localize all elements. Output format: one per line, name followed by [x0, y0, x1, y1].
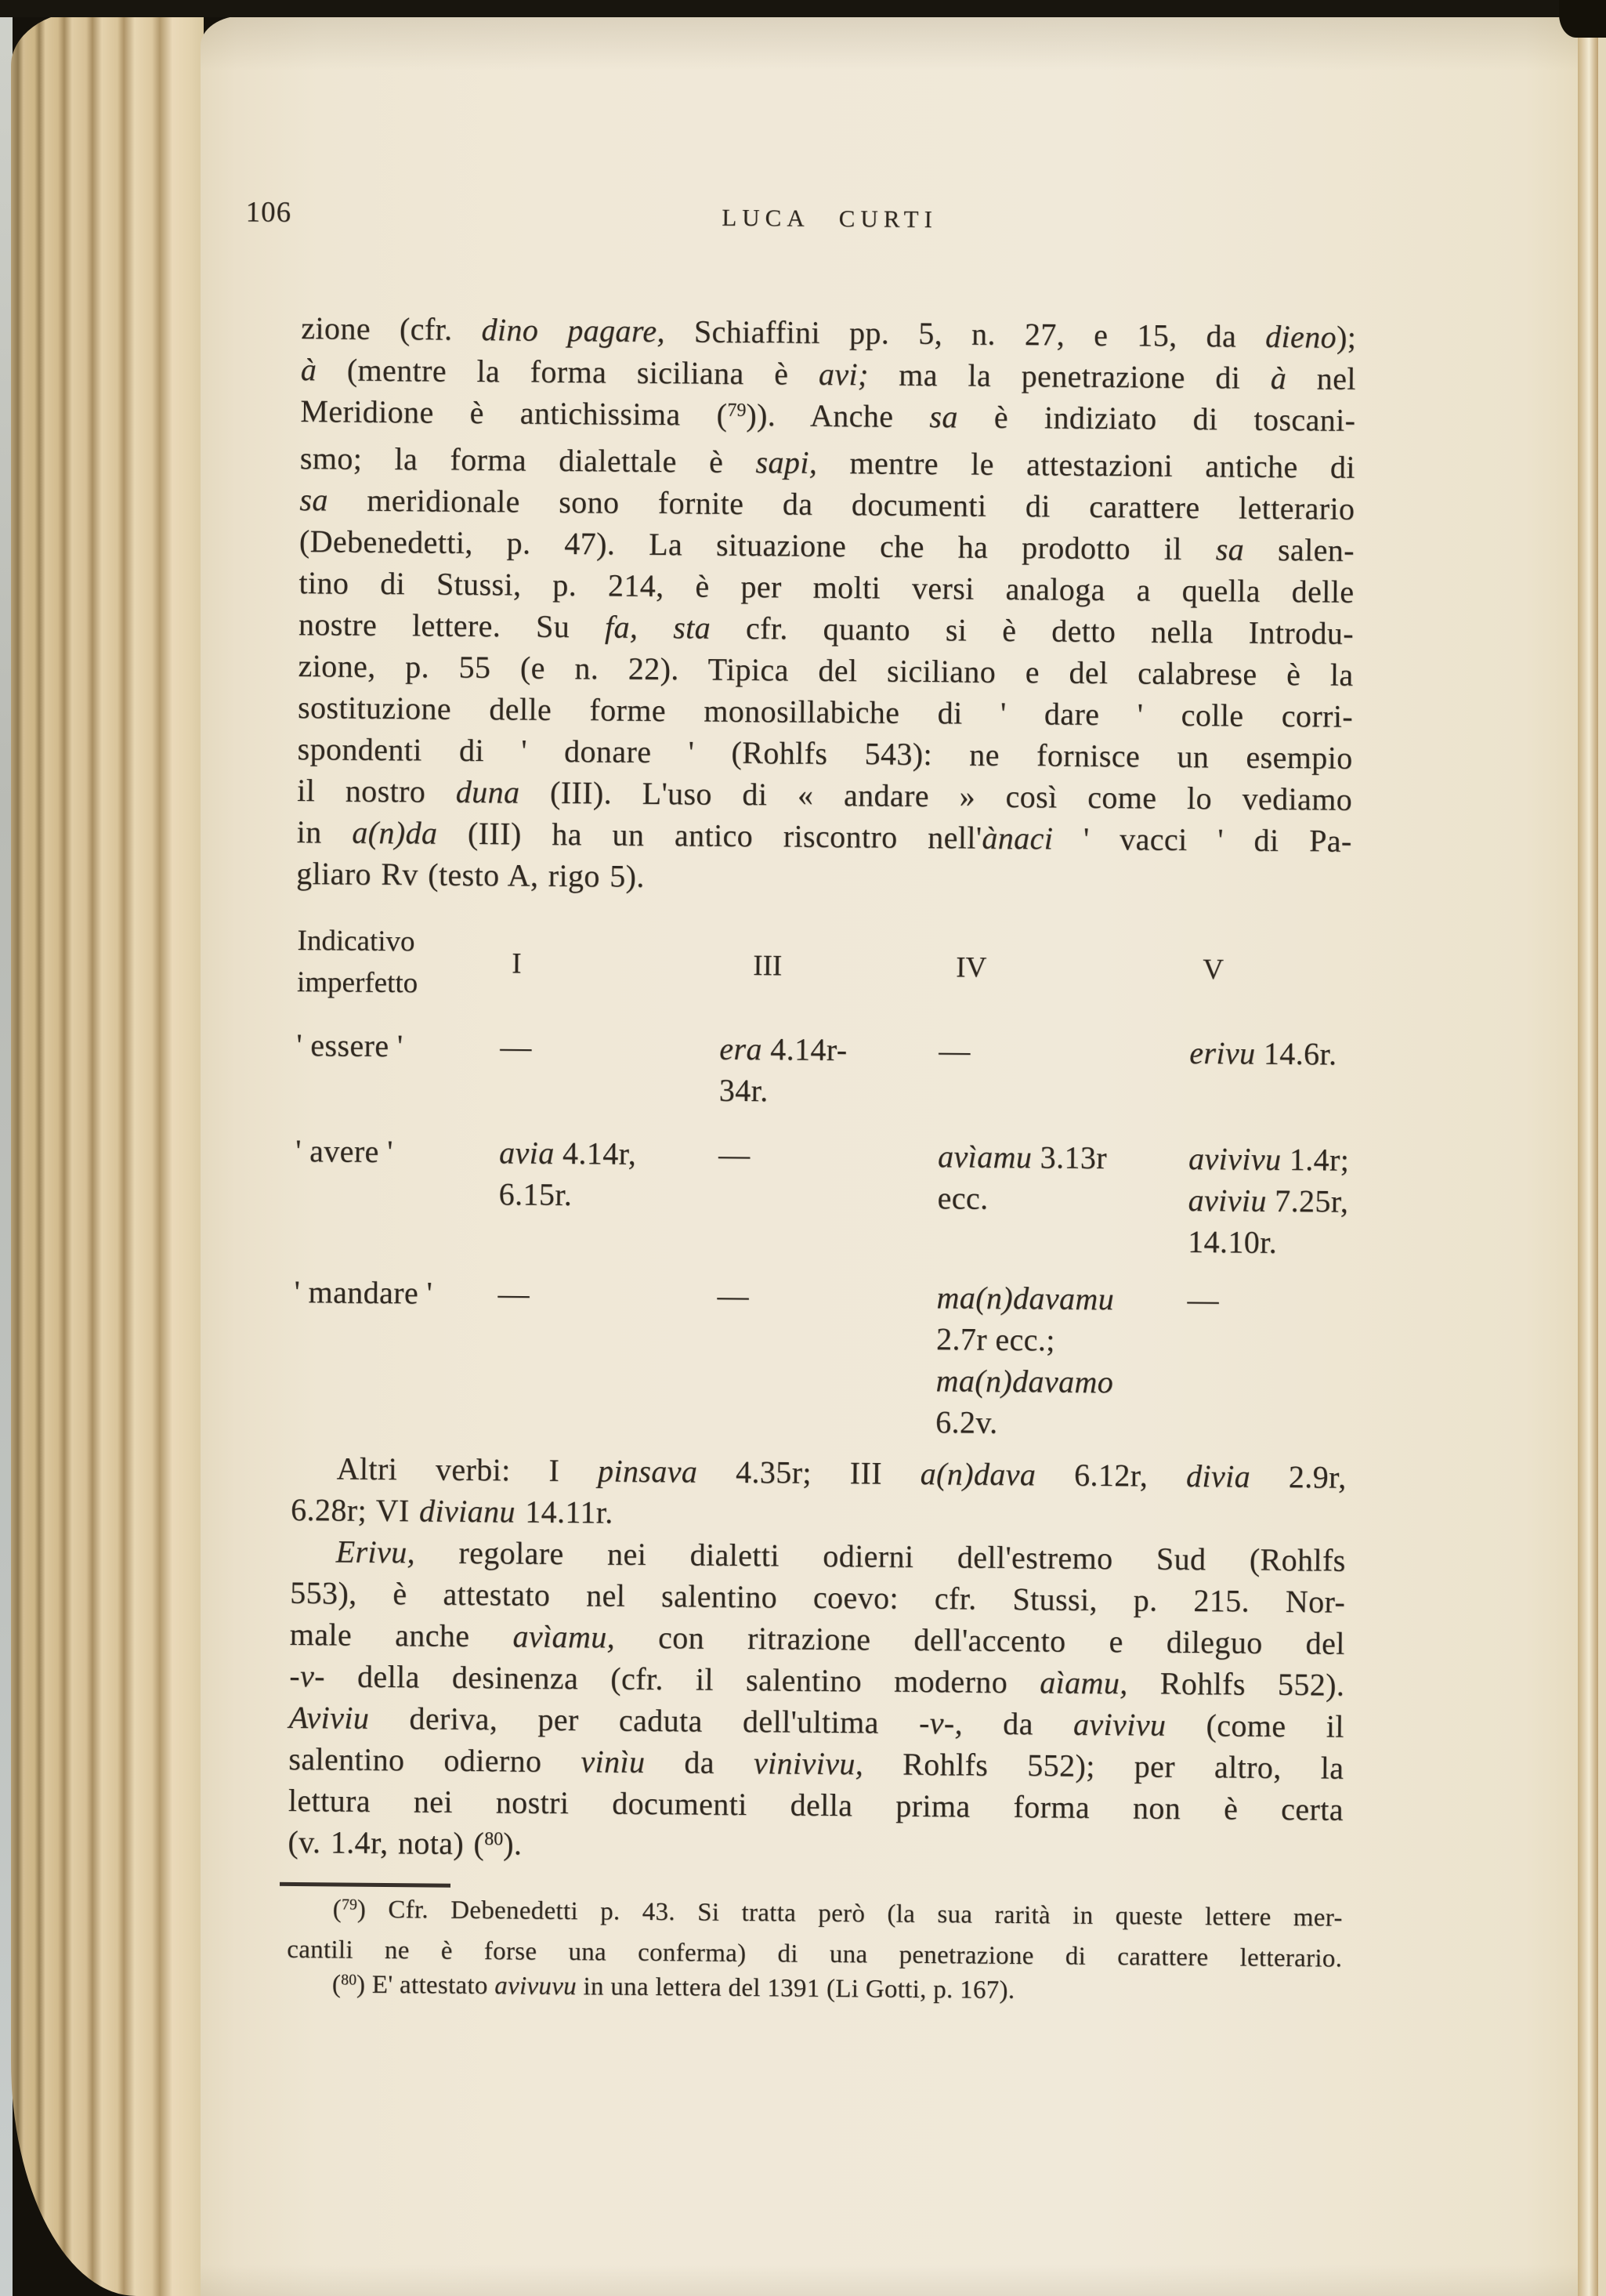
cell-mandare-IV: ma(n)davamu 2.7r ecc.; ma(n)davamo 6.2v.	[935, 1280, 1115, 1440]
scan-top-right-shadow	[1559, 0, 1606, 38]
body-paragraph-1: zione (cfr. dino pagare, Schiaffini pp. 5, n. 27, e 15, da dieno); à (mentre la forma siciliana è avi; ma la penetrazione di à nel Meridione è antichissima ($^{79}$)). Anche sa è indiziato di toscani- smo; la forma dialettale è sapi, mentre le attestazioni antiche di sa meridionale sono fornite da documenti di carattere letterario (Debenedetti, p. 47). La situazione che ha prodotto il sa salen- tino di Stussi, p. 214, è per molti versi analoga a quella delle nostre lettere. Su fa, sta cfr. quanto si è detto nella Introdu- zione, p. 55 (e n. 22). Tipica del siciliano e del calabrese è la sostituzione delle forme monosillabiche di ' dare ' colle corri- spondenti di ' donare ' (Rohlfs 543): ne fornisce un esempio il nostro duna (III). L'uso di « andare » così come lo vediamo in a(n)da (III) ha un antico riscontro nell'ànaci ' vacci ' di Pa- gliaro Rv (testo A, rigo 5).	[296, 310, 1357, 894]
cell-avere-V: avivivu 1.4r; aviviu 7.25r, 14.10r.	[1188, 1140, 1350, 1260]
page-gutter-crease	[1578, 22, 1598, 2296]
cell-avere-I: avia 4.14r, 6.15r.	[498, 1135, 637, 1213]
cell-avere-III: —	[718, 1136, 751, 1173]
cell-mandare-III: —	[717, 1277, 750, 1314]
cell-essere-V: erivu 14.6r.	[1189, 1034, 1337, 1072]
table-row-mandare	[293, 1271, 1348, 1440]
table-row-essere	[295, 1024, 1351, 1109]
row-label: ' avere '	[295, 1132, 393, 1170]
footnote-80: ($^{80}$) E' attestato avivuvu in una lettera del 1391 (Li Gotti, p. 167).	[331, 1970, 1015, 2005]
table-col-header-IV: IV	[956, 951, 987, 984]
page-number: 106	[245, 196, 292, 229]
table-col-header-V: V	[1203, 954, 1224, 987]
row-label: ' essere '	[296, 1027, 403, 1064]
cell-essere-I: —	[500, 1029, 532, 1065]
table-corner-line-1: Indicativo	[297, 924, 415, 958]
row-label: ' mandare '	[294, 1273, 433, 1311]
cell-essere-IV: —	[939, 1033, 971, 1069]
adjacent-page-edge	[1598, 27, 1606, 2296]
footnote-separator-rule	[280, 1882, 450, 1888]
cell-avere-IV: avìamu 3.13r ecc.	[937, 1139, 1108, 1216]
table-col-header-I: I	[512, 947, 522, 980]
running-header: LUCA CURTI	[722, 203, 939, 234]
table-row-avere	[294, 1130, 1350, 1260]
cell-essere-III: era 4.14r- 34r.	[718, 1030, 848, 1109]
paragraph-altri-verbi: Altri verbi: I pinsava 4.35r; III a(n)dava 6.12r, divia 2.9r, 6.28r; VI divianu 14.11r.	[290, 1450, 1347, 1530]
cell-mandare-I: —	[497, 1276, 530, 1312]
cell-mandare-V: —	[1187, 1281, 1220, 1318]
footnote-79: ($^{79}$) Cfr. Debenedetti p. 43. Si tratta però (la sua rarità in queste lettere mer- cantili ne è forse una conferma) di una penetrazione di carattere letterario.	[287, 1895, 1343, 1973]
book-pages-fore-edge	[11, 11, 204, 2296]
table-corner-label	[297, 920, 418, 1004]
table-col-header-III: III	[753, 950, 783, 983]
printed-page-content	[245, 0, 1359, 2296]
paragraph-erivu: Erivu, regolare nei dialetti odierni dell'estremo Sud (Rohlfs 553), è attestato nel salentino coevo: cfr. Stussi, p. 215. Nor- male anche avìamu, con ritrazione dell'accento e dileguo del -v- della desinenza (cfr. il salentino moderno aìamu, Rohlfs 552). Aviviu deriva, per caduta dell'ultima -v-, da avivivu (come il salentino odierno vinìu da vinivivu, Rohlfs 552); per altro, la lettura nei nostri documenti della prima forma non è certa (v. 1.4r, nota) ($^{80}$).	[288, 1534, 1346, 1862]
table-corner-line-2: imperfetto	[296, 965, 418, 1000]
